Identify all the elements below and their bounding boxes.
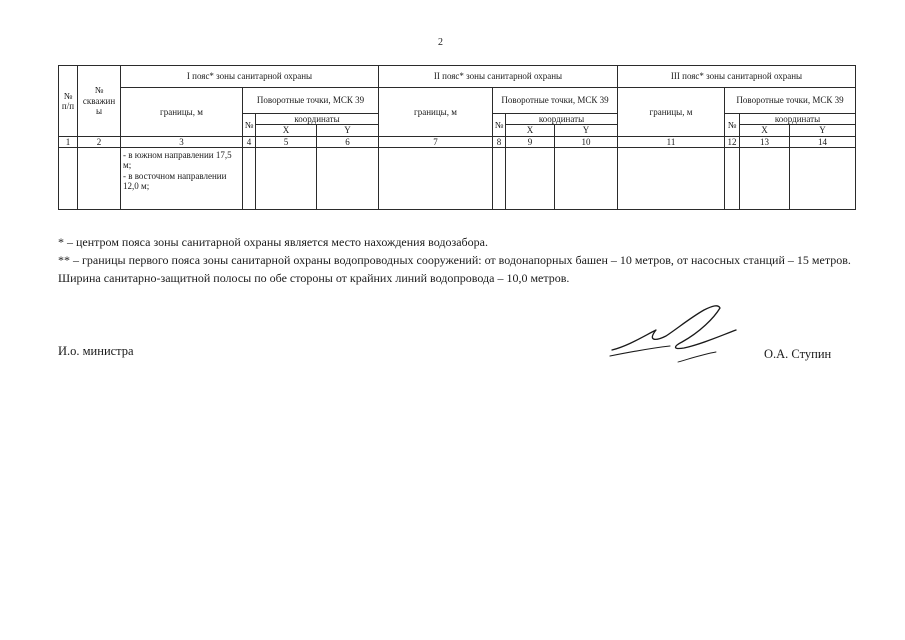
header-bounds-2: границы, м bbox=[379, 88, 493, 137]
table-cell bbox=[790, 148, 856, 210]
table-cell bbox=[506, 148, 555, 210]
table-cell bbox=[379, 148, 493, 210]
column-number: 3 bbox=[121, 136, 243, 147]
column-number: 8 bbox=[493, 136, 506, 147]
table-cell bbox=[555, 148, 618, 210]
column-number: 12 bbox=[725, 136, 740, 147]
header-num-well: № скважин ы bbox=[78, 66, 121, 137]
header-x-3: X bbox=[740, 125, 790, 136]
note-protection-strip: Ширина санитарно-защитной полосы по обе стороны от крайних линий водопровода – 10,0 метров. bbox=[58, 271, 570, 285]
table-cell bbox=[317, 148, 379, 210]
table-cell bbox=[725, 148, 740, 210]
footnote-first-belt: ** – границы первого пояса зоны санитарной охраны водопроводных сооружений: от водонапорных башен – 10 метров, от насосных станций – 15 метров. bbox=[58, 253, 851, 267]
column-number: 2 bbox=[78, 136, 121, 147]
column-number: 14 bbox=[790, 136, 856, 147]
header-coords-2: координаты bbox=[506, 114, 618, 125]
header-y-1: Y bbox=[317, 125, 379, 136]
column-number: 11 bbox=[618, 136, 725, 147]
handwritten-signature bbox=[608, 300, 748, 364]
header-belt-3: III пояс* зоны санитарной охраны bbox=[618, 66, 856, 88]
header-no-2: № bbox=[493, 114, 506, 137]
header-no-1: № bbox=[243, 114, 256, 137]
header-y-2: Y bbox=[555, 125, 618, 136]
signer-name: О.А. Ступин bbox=[764, 347, 832, 361]
header-no-3: № bbox=[725, 114, 740, 137]
header-turning-points-3: Поворотные точки, МСК 39 bbox=[725, 88, 856, 114]
table-cell bbox=[59, 148, 78, 210]
table-cell bbox=[78, 148, 121, 210]
table-cell bbox=[740, 148, 790, 210]
column-number: 7 bbox=[379, 136, 493, 147]
header-turning-points-1: Поворотные точки, МСК 39 bbox=[243, 88, 379, 114]
header-belt-1: I пояс* зоны санитарной охраны bbox=[121, 66, 379, 88]
column-number: 1 bbox=[59, 136, 78, 147]
header-x-2: X bbox=[506, 125, 555, 136]
footnotes bbox=[58, 233, 858, 287]
header-coords-3: координаты bbox=[740, 114, 856, 125]
header-bounds-3: границы, м bbox=[618, 88, 725, 137]
header-belt-2: II пояс* зоны санитарной охраны bbox=[379, 66, 618, 88]
header-turning-points-2: Поворотные точки, МСК 39 bbox=[493, 88, 618, 114]
page-number: 2 bbox=[438, 37, 443, 48]
column-number: 5 bbox=[256, 136, 317, 147]
column-number: 10 bbox=[555, 136, 618, 147]
table-row bbox=[59, 148, 856, 210]
header-num-pp: № п/п bbox=[59, 66, 78, 137]
header-coords-1: координаты bbox=[256, 114, 379, 125]
table-cell bbox=[493, 148, 506, 210]
table-cell bbox=[256, 148, 317, 210]
signer-title: И.о. министра bbox=[58, 344, 134, 358]
table-cell bbox=[243, 148, 256, 210]
header-y-3: Y bbox=[790, 125, 856, 136]
sanitary-zones-table bbox=[58, 65, 856, 210]
header-bounds-1: границы, м bbox=[121, 88, 243, 137]
column-number: 9 bbox=[506, 136, 555, 147]
column-number: 13 bbox=[740, 136, 790, 147]
bounds-line-south: - в южном направлении 17,5 м; bbox=[123, 150, 232, 171]
table-cell bbox=[618, 148, 725, 210]
column-number: 4 bbox=[243, 136, 256, 147]
header-x-1: X bbox=[256, 125, 317, 136]
footnote-center: * – центром пояса зоны санитарной охраны является место нахождения водозабора. bbox=[58, 235, 488, 249]
bounds-cell bbox=[121, 148, 243, 210]
column-number: 6 bbox=[317, 136, 379, 147]
bounds-line-east: - в восточном направлении 12,0 м; bbox=[123, 170, 227, 192]
